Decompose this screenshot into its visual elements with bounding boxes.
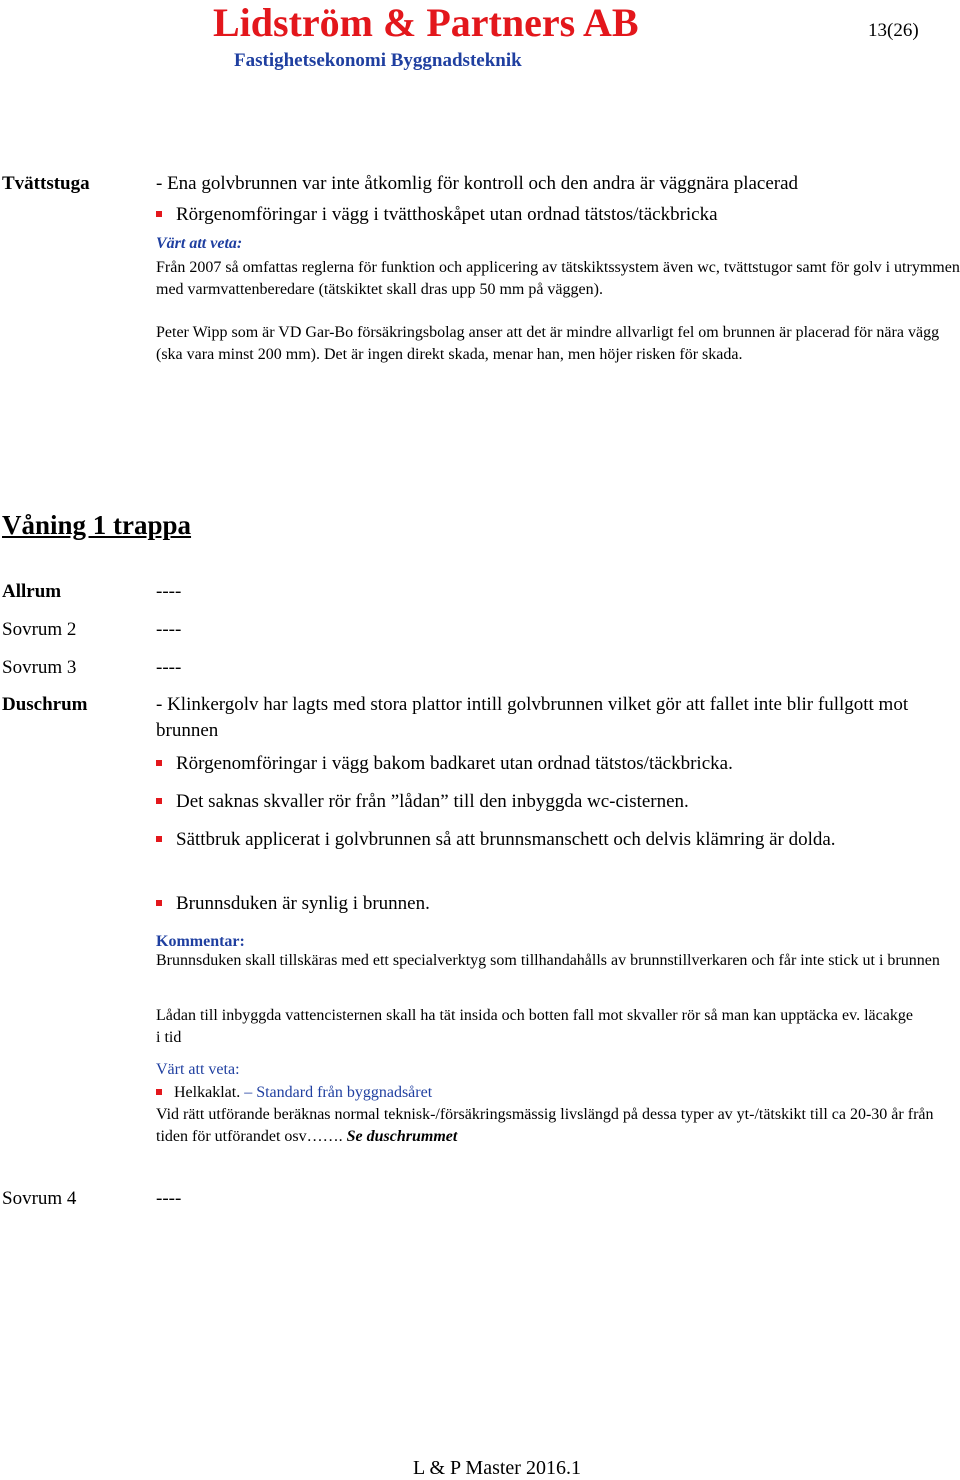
red-square-bullet-icon (156, 1089, 162, 1095)
red-square-bullet-icon (156, 798, 162, 804)
room-value-allrum: ---- (156, 581, 182, 602)
info-bullet-note: – Standard från byggnadsåret (244, 1084, 433, 1101)
red-square-bullet-icon (156, 900, 162, 906)
quote-text: Peter Wipp som är VD Gar-Bo försäkringsbolag anser att det är mindre allvarligt fel om brunnen är placerad för nära vägg (ska vara minst 200 mm). Det är ingen direkt skada, menar han, men höjer risken för skada. (156, 324, 940, 363)
duschrum-bullet (156, 789, 689, 815)
info-text (156, 1104, 960, 1148)
info-heading: Värt att veta: (156, 235, 243, 252)
company-name: Lidström & Partners AB (213, 0, 639, 45)
comment-text: Lådan till inbyggda vattencisternen skall ha tät insida och botten fall mot skvaller rör så man kan upptäcka ev. läcakge i tid (156, 1007, 913, 1046)
footer-text: L & P Master 2016.1 (413, 1457, 581, 1479)
red-square-bullet-icon (156, 760, 162, 766)
room-label-allrum: Allrum (2, 581, 62, 602)
bullet-text: Sättbruk applicerat i golvbrunnen så att brunnsmanschett och delvis klämring är dolda. (176, 829, 836, 850)
info-text: Från 2007 så omfattas reglerna för funktion och applicering av tätskiktssystem även wc, tvättstugor samt för golv i utrymmen med varmvattenberedare (tätskiktet skall dras upp 50 mm på väggen). (156, 259, 960, 298)
company-subtitle: Fastighetsekonomi Byggnadsteknik (234, 50, 522, 71)
bullet-text: Rörgenomföringar i vägg bakom badkaret utan ordnad tätstos/täckbricka. (176, 753, 733, 774)
room-label-duschrum: Duschrum (2, 694, 88, 715)
red-square-bullet-icon (156, 211, 162, 217)
duschrum-bullet (156, 751, 733, 777)
bullet-text: Det saknas skvaller rör från ”lådan” till den inbyggda wc-cisternen. (176, 791, 689, 812)
bullet-text: Rörgenomföringar i vägg i tvätthoskåpet utan ordnad tätstos/täckbricka (176, 204, 718, 225)
page-number: 13(26) (868, 20, 919, 41)
info-heading: Värt att veta: (156, 1061, 240, 1078)
cross-reference-link: Se duschrummet (346, 1128, 458, 1145)
red-square-bullet-icon (156, 836, 162, 842)
comment-text: Brunnsduken skall tillskäras med ett specialverktyg som tillhandahålls av brunnstillverkaren och får inte stick ut i brunnen (156, 952, 940, 969)
room-label-sovrum4: Sovrum 4 (2, 1188, 77, 1209)
tvattstuga-bullet (156, 202, 718, 228)
room-label-tvattstuga: Tvättstuga (2, 173, 90, 194)
room-value-sovrum3: ---- (156, 657, 182, 678)
bullet-text: Brunnsduken är synlig i brunnen. (176, 893, 430, 914)
room-value-sovrum4: ---- (156, 1188, 182, 1209)
info-text-body: Vid rätt utförande beräknas normal teknisk-/försäkringsmässig livslängd på dessa typer av yt-/tätskikt till ca 20-30 år från tiden för utförandet osv……. (156, 1106, 934, 1145)
info-bullet (156, 1082, 432, 1104)
duschrum-bullet (156, 891, 430, 917)
comment-heading: Kommentar: (156, 933, 245, 950)
room-label-sovrum2: Sovrum 2 (2, 619, 77, 640)
room-label-sovrum3: Sovrum 3 (2, 657, 77, 678)
duschrum-note: - Klinkergolv har lagts med stora plattor intill golvbrunnen vilket gör att fallet inte blir fullgott mot brunnen (156, 694, 909, 741)
room-value-sovrum2: ---- (156, 619, 182, 640)
duschrum-bullet (156, 827, 936, 853)
info-bullet-text: Helkaklat. (174, 1084, 241, 1101)
tvattstuga-note: - Ena golvbrunnen var inte åtkomlig för kontroll och den andra är väggnära placerad (156, 173, 799, 194)
section-heading: Våning 1 trappa (2, 510, 192, 540)
